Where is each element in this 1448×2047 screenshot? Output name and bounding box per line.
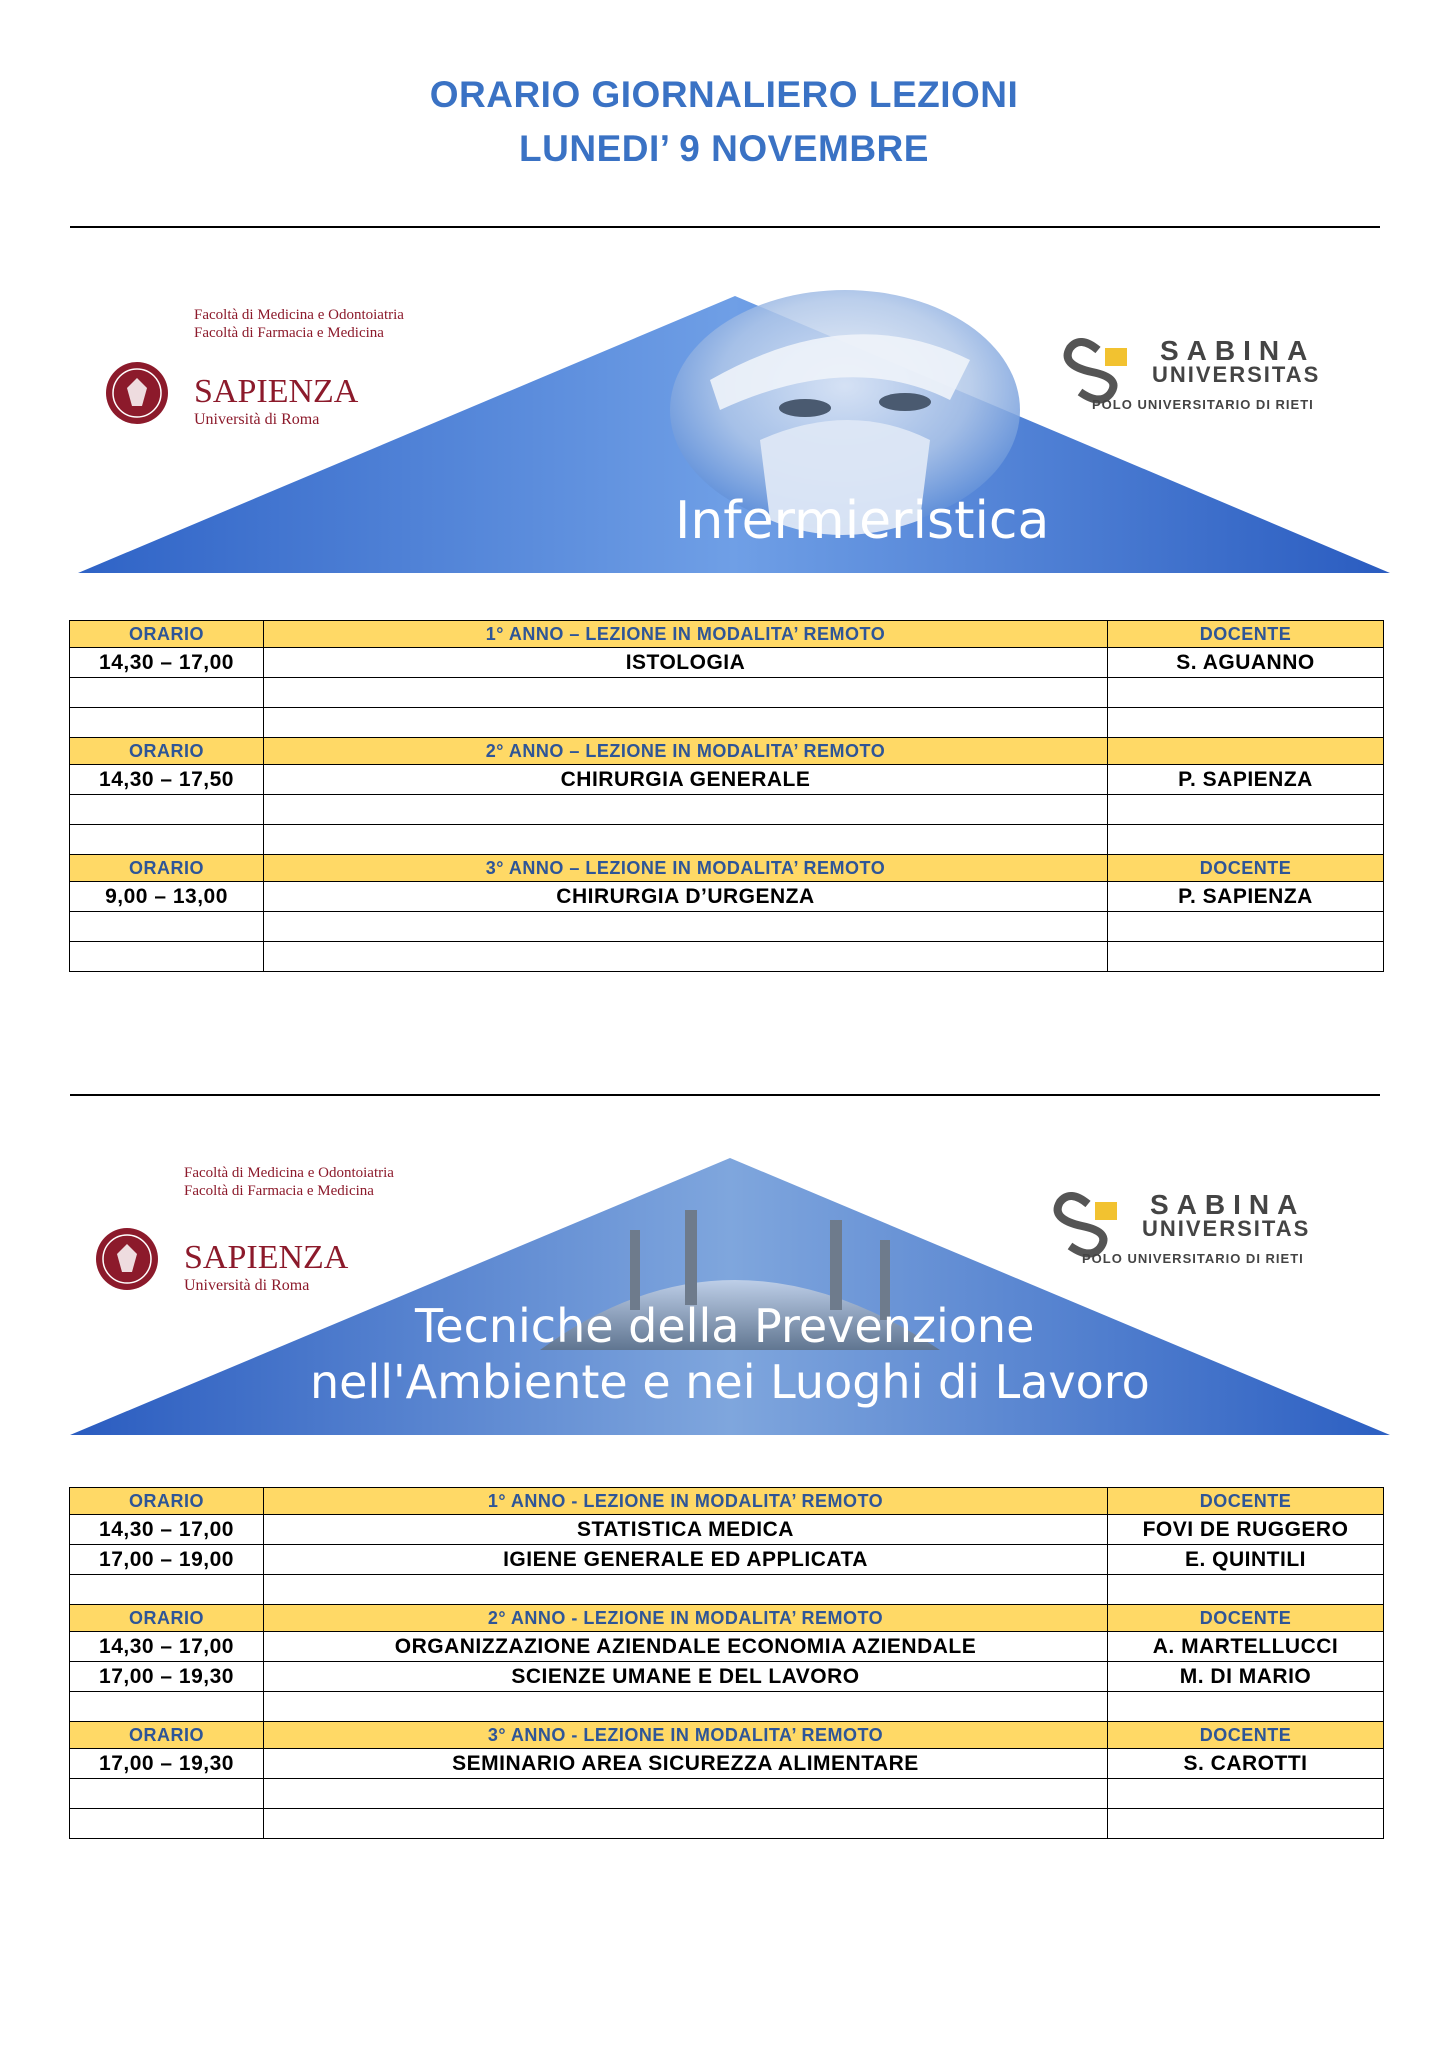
cell-docente: S. CAROTTI <box>1108 1749 1384 1779</box>
table-row <box>70 1575 1384 1605</box>
cell-orario: 14,30 – 17,00 <box>70 648 264 678</box>
header-docente: DOCENTE <box>1108 1722 1384 1749</box>
schedule-header-row <box>70 738 1384 765</box>
cell-lezione: CHIRURGIA D’URGENZA <box>264 882 1108 912</box>
divider <box>70 1094 1380 1096</box>
cell-orario <box>70 912 264 942</box>
table-row <box>70 942 1384 972</box>
cell-lezione: SCIENZE UMANE E DEL LAVORO <box>264 1662 1108 1692</box>
cell-orario: 14,30 – 17,00 <box>70 1632 264 1662</box>
faculty-line2: Facoltà di Farmacia e Medicina <box>194 325 384 341</box>
cell-docente <box>1108 678 1384 708</box>
table-row <box>70 765 1384 795</box>
table-row <box>70 912 1384 942</box>
cell-docente <box>1108 1809 1384 1839</box>
cell-docente: P. SAPIENZA <box>1108 765 1384 795</box>
table-row <box>70 795 1384 825</box>
sabina-name: SABINA <box>1160 335 1316 366</box>
header-orario: ORARIO <box>70 1722 264 1749</box>
book-icon <box>1095 1202 1117 1220</box>
schedule-header-row <box>70 855 1384 882</box>
sabina-polo: POLO UNIVERSITARIO DI RIETI <box>1092 397 1314 412</box>
schedule-header-row <box>70 1722 1384 1749</box>
cell-docente <box>1108 1692 1384 1722</box>
cell-lezione <box>264 1809 1108 1839</box>
header-orario: ORARIO <box>70 855 264 882</box>
banner-graphic <box>70 1150 1390 1440</box>
cell-lezione <box>264 825 1108 855</box>
banner-graphic <box>70 290 1390 580</box>
sabina-universitas-logo <box>1058 1189 1311 1266</box>
header-orario: ORARIO <box>70 1488 264 1515</box>
cell-lezione <box>264 678 1108 708</box>
header-docente: DOCENTE <box>1108 621 1384 648</box>
cell-lezione: SEMINARIO AREA SICUREZZA ALIMENTARE <box>264 1749 1108 1779</box>
sabina-universitas: UNIVERSITAS <box>1142 1216 1311 1241</box>
book-icon <box>1105 348 1127 366</box>
header-docente: DOCENTE <box>1108 855 1384 882</box>
faculty-line2: Facoltà di Farmacia e Medicina <box>184 1183 374 1199</box>
sabina-universitas-logo <box>1068 335 1321 412</box>
course-banner-infermieristica <box>70 290 1390 580</box>
course-title: Infermieristica <box>675 491 1050 551</box>
cell-lezione <box>264 1575 1108 1605</box>
header-orario: ORARIO <box>70 621 264 648</box>
table-row <box>70 1779 1384 1809</box>
cell-docente <box>1108 708 1384 738</box>
cell-orario: 9,00 – 13,00 <box>70 882 264 912</box>
sapienza-logo <box>96 1165 394 1294</box>
cell-docente <box>1108 825 1384 855</box>
sapienza-name: SAPIENZA <box>194 373 359 410</box>
cell-lezione: CHIRURGIA GENERALE <box>264 765 1108 795</box>
faculty-line1: Facoltà di Medicina e Odontoiatria <box>184 1165 394 1181</box>
header-docente: DOCENTE <box>1108 1488 1384 1515</box>
cell-lezione: ORGANIZZAZIONE AZIENDALE ECONOMIA AZIENDALE <box>264 1632 1108 1662</box>
header-anno: 3° ANNO – LEZIONE IN MODALITA’ REMOTO <box>264 855 1108 882</box>
cell-orario: 14,30 – 17,50 <box>70 765 264 795</box>
cell-docente: A. MARTELLUCCI <box>1108 1632 1384 1662</box>
cell-lezione <box>264 1779 1108 1809</box>
cell-docente: M. DI MARIO <box>1108 1662 1384 1692</box>
course-title-line1: Tecniche della Prevenzione <box>415 1299 1035 1353</box>
header-anno: 2° ANNO - LEZIONE IN MODALITA’ REMOTO <box>264 1605 1108 1632</box>
cell-lezione: STATISTICA MEDICA <box>264 1515 1108 1545</box>
course-banner-prevenzione <box>70 1150 1390 1440</box>
cell-orario: 17,00 – 19,30 <box>70 1662 264 1692</box>
cell-orario <box>70 1575 264 1605</box>
schedule-header-row <box>70 1605 1384 1632</box>
table-row <box>70 825 1384 855</box>
header-orario: ORARIO <box>70 738 264 765</box>
sapienza-subtitle: Università di Roma <box>184 1277 310 1294</box>
cell-lezione <box>264 1692 1108 1722</box>
cell-orario <box>70 678 264 708</box>
cell-docente <box>1108 942 1384 972</box>
header-docente: DOCENTE <box>1108 1605 1384 1632</box>
header-anno: 3° ANNO - LEZIONE IN MODALITA’ REMOTO <box>264 1722 1108 1749</box>
sabina-polo: POLO UNIVERSITARIO DI RIETI <box>1082 1251 1304 1266</box>
cell-orario: 17,00 – 19,00 <box>70 1545 264 1575</box>
cell-lezione: IGIENE GENERALE ED APPLICATA <box>264 1545 1108 1575</box>
cell-lezione: ISTOLOGIA <box>264 648 1108 678</box>
header-anno: 2° ANNO – LEZIONE IN MODALITA’ REMOTO <box>264 738 1108 765</box>
divider <box>70 226 1380 228</box>
cell-lezione <box>264 912 1108 942</box>
cell-docente <box>1108 912 1384 942</box>
sapienza-subtitle: Università di Roma <box>194 411 320 428</box>
course-title-line2: nell'Ambiente e nei Luoghi di Lavoro <box>310 1355 1150 1409</box>
schedule-header-row <box>70 621 1384 648</box>
schedule-table-infermieristica <box>69 620 1384 972</box>
table-row <box>70 678 1384 708</box>
schedule-table-prevenzione <box>69 1487 1384 1839</box>
cell-docente: E. QUINTILI <box>1108 1545 1384 1575</box>
cell-lezione <box>264 942 1108 972</box>
cell-orario <box>70 795 264 825</box>
table-row <box>70 1632 1384 1662</box>
cell-orario <box>70 825 264 855</box>
sabina-universitas: UNIVERSITAS <box>1152 362 1321 387</box>
cell-orario <box>70 1692 264 1722</box>
cell-docente: P. SAPIENZA <box>1108 882 1384 912</box>
cell-orario: 17,00 – 19,30 <box>70 1749 264 1779</box>
cell-orario <box>70 942 264 972</box>
table-row <box>70 1545 1384 1575</box>
table-row <box>70 1692 1384 1722</box>
table-row <box>70 708 1384 738</box>
cell-docente <box>1108 1575 1384 1605</box>
page-title-line1: ORARIO GIORNALIERO LEZIONI <box>429 74 1019 115</box>
header-orario: ORARIO <box>70 1605 264 1632</box>
header-docente <box>1108 738 1384 765</box>
cell-orario <box>70 1779 264 1809</box>
faculty-line1: Facoltà di Medicina e Odontoiatria <box>194 307 404 323</box>
sabina-name: SABINA <box>1150 1189 1306 1220</box>
sapienza-name: SAPIENZA <box>184 1239 349 1276</box>
schedule-header-row <box>70 1488 1384 1515</box>
cell-orario: 14,30 – 17,00 <box>70 1515 264 1545</box>
sapienza-logo <box>106 307 404 428</box>
table-row <box>70 1749 1384 1779</box>
cell-docente <box>1108 795 1384 825</box>
table-row <box>70 882 1384 912</box>
cell-lezione <box>264 795 1108 825</box>
cell-docente <box>1108 1779 1384 1809</box>
cell-orario <box>70 1809 264 1839</box>
table-row <box>70 1515 1384 1545</box>
page-title-line2: LUNEDI’ 9 NOVEMBRE <box>519 128 929 169</box>
table-row <box>70 648 1384 678</box>
table-row <box>70 1809 1384 1839</box>
header-anno: 1° ANNO – LEZIONE IN MODALITA’ REMOTO <box>264 621 1108 648</box>
header-anno: 1° ANNO - LEZIONE IN MODALITA’ REMOTO <box>264 1488 1108 1515</box>
table-row <box>70 1662 1384 1692</box>
cell-docente: S. AGUANNO <box>1108 648 1384 678</box>
cell-docente: FOVI DE RUGGERO <box>1108 1515 1384 1545</box>
cell-orario <box>70 708 264 738</box>
cell-lezione <box>264 708 1108 738</box>
